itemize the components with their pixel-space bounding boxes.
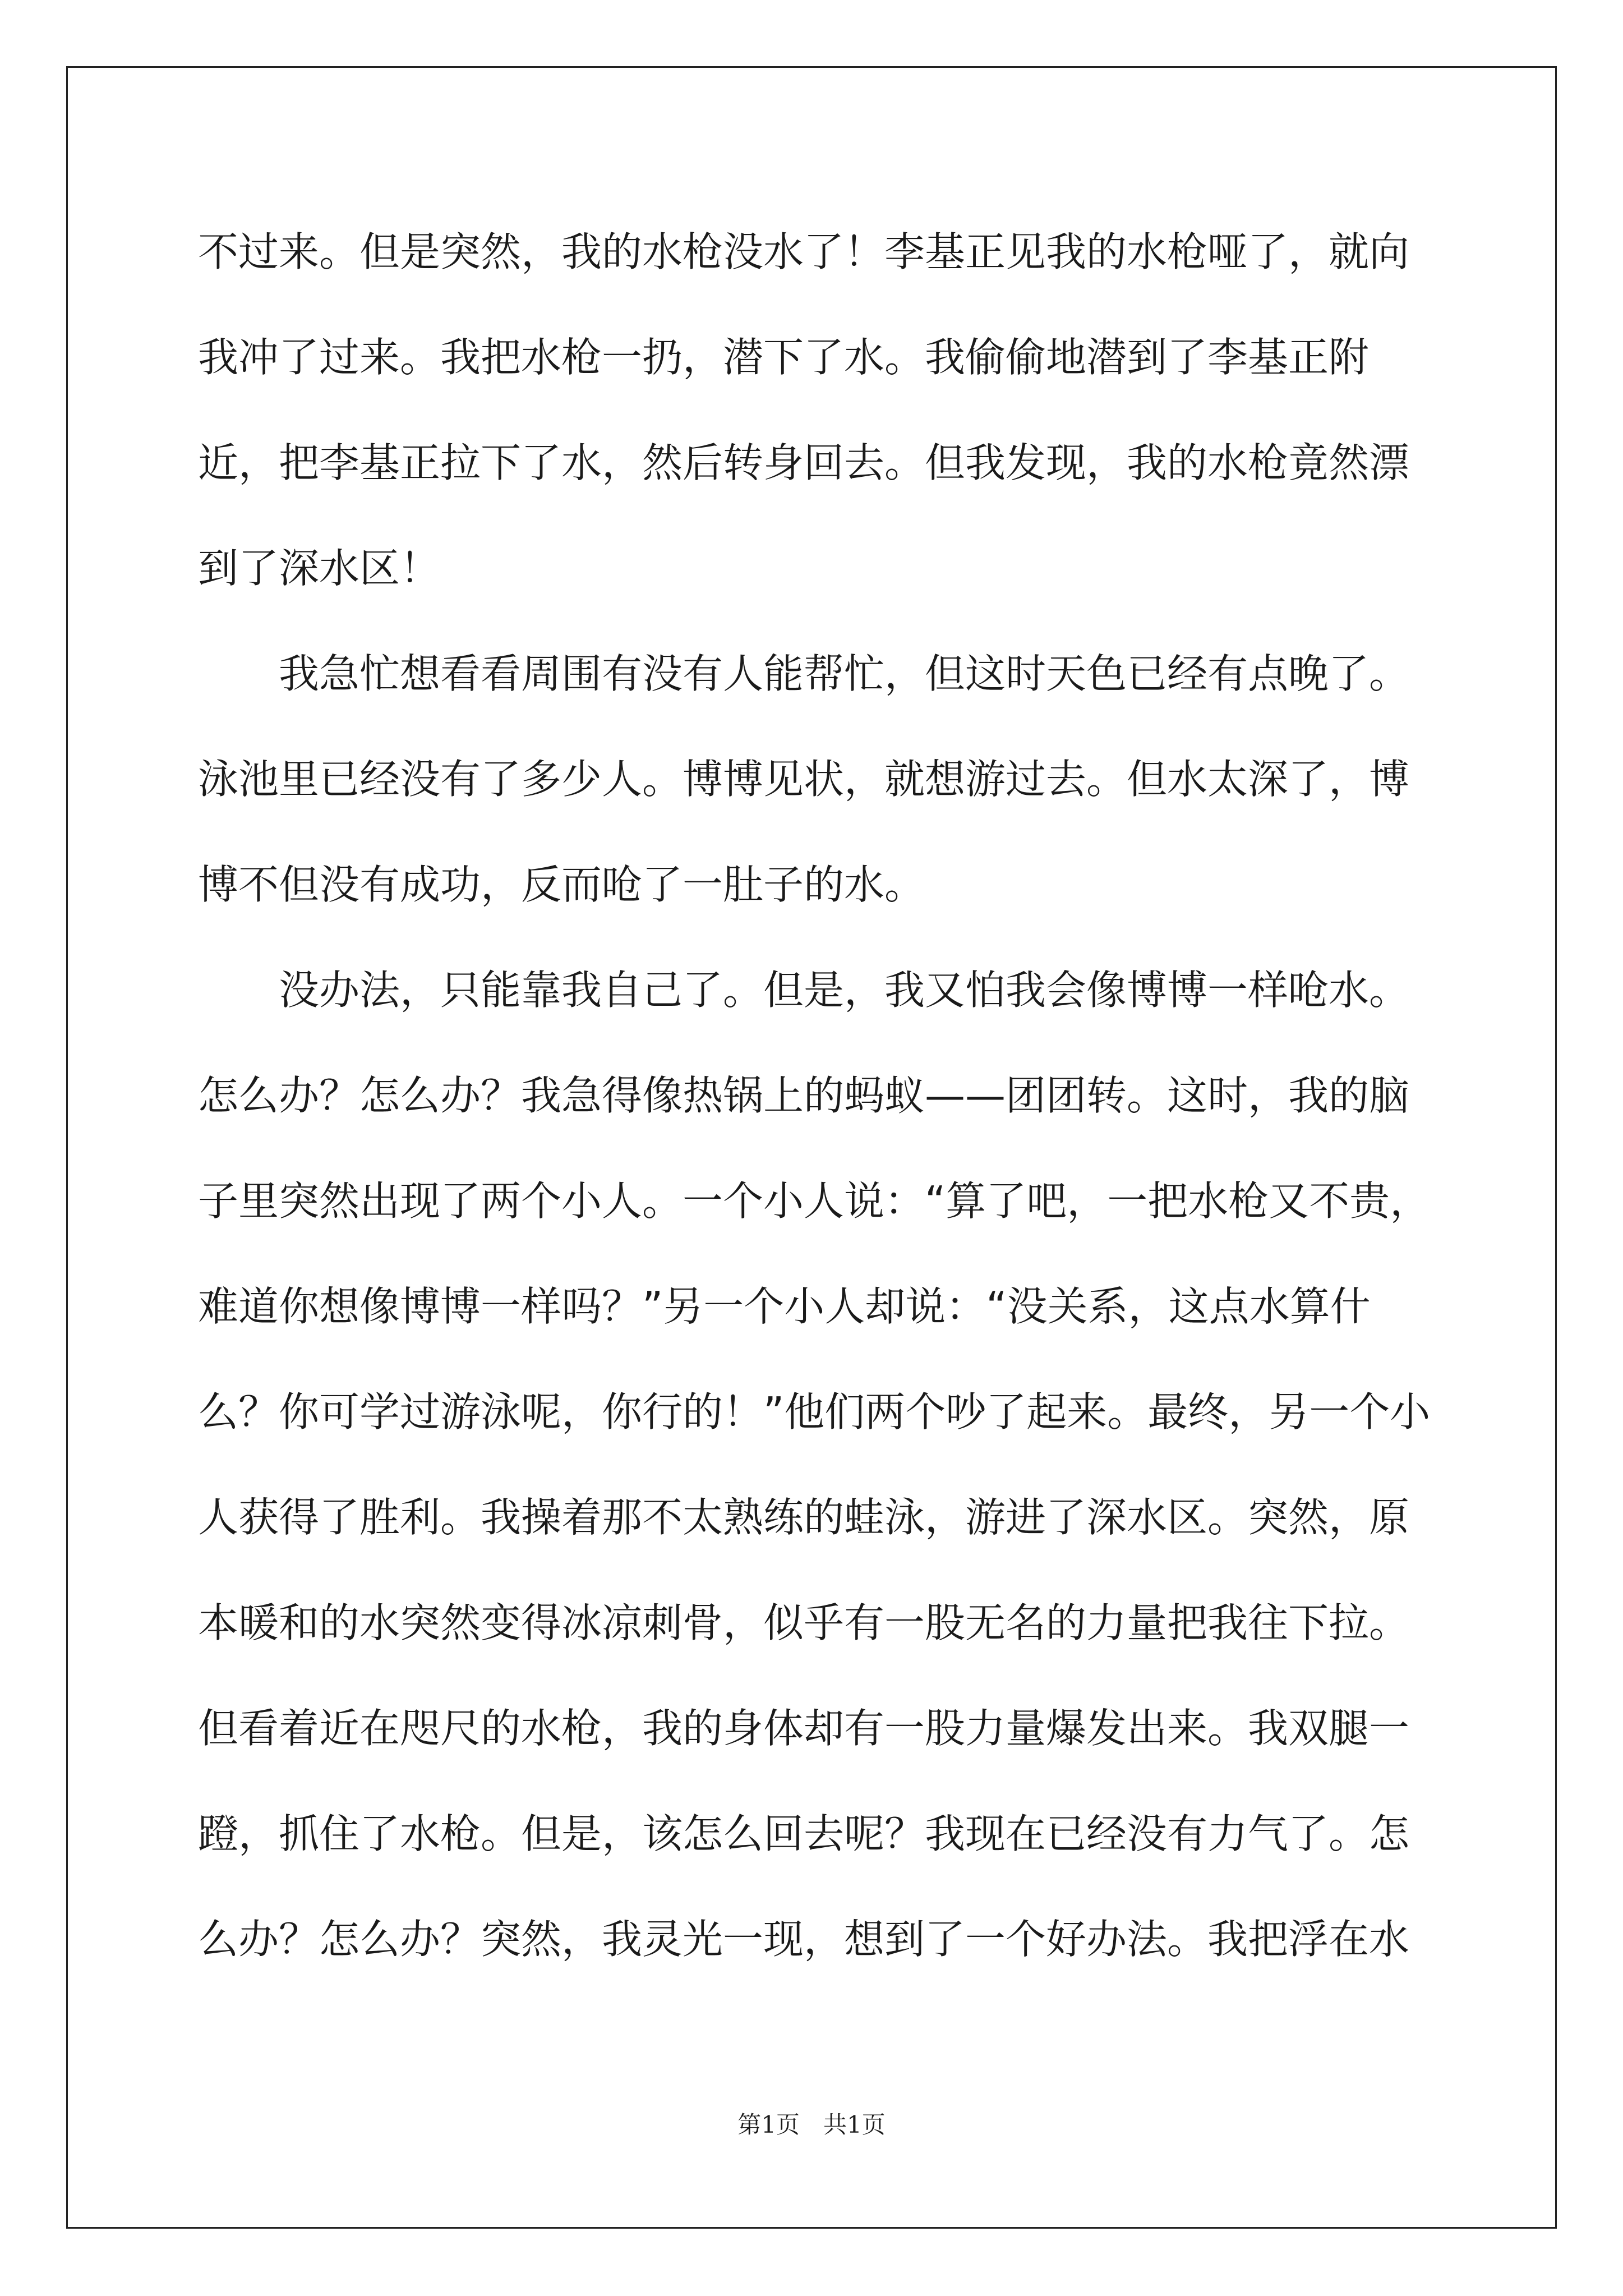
paragraph-1: 不过来。但是突然，我的水枪没水了！李基正见我的水枪哑了，就向我冲了过来。我把水枪一扔，潜下了水。我偷偷地潜到了李基正附近，把李基正拉下了水，然后转身回去。但我发现，我的水枪竟然漂到了深水区！ bbox=[198, 228, 1410, 592]
page-footer bbox=[0, 2106, 1623, 2140]
paragraph-2: 我急忙想看看周围有没有人能帮忙，但这时天色已经有点晚了。泳池里已经没有了多少人。博博见状，就想游过去。但水太深了，博博不但没有成功，反而呛了一肚子的水。 bbox=[198, 650, 1410, 908]
page-number-label: 第1页 共1页 bbox=[737, 2111, 886, 2138]
document-body bbox=[198, 199, 1437, 1992]
paragraph-3: 没办法，只能靠我自己了。但是，我又怕我会像博博一样呛水。怎么办？怎么办？我急得像热锅上的蚂蚁——团团转。这时，我的脑子里突然出现了两个小人。一个小人说：“算了吧，一把水枪又不贵，难道你想像博博一样吗？”另一个小人却说：“没关系，这点水算什么？你可学过游泳呢，你行的！”他们两个吵了起来。最终，另一个小人获得了胜利。我操着那不太熟练的蛙泳，游进了深水区。突然，原本暖和的水突然变得冰凉刺骨，似乎有一股无名的力量把我往下拉。但看着近在咫尺的水枪，我的身体却有一股力量爆发出来。我双腿一蹬，抓住了水枪。但是，该怎么回去呢？我现在已经没有力气了。怎么办？怎么办？突然，我灵光一现，想到了一个好办法。我把浮在水 bbox=[198, 967, 1431, 1963]
